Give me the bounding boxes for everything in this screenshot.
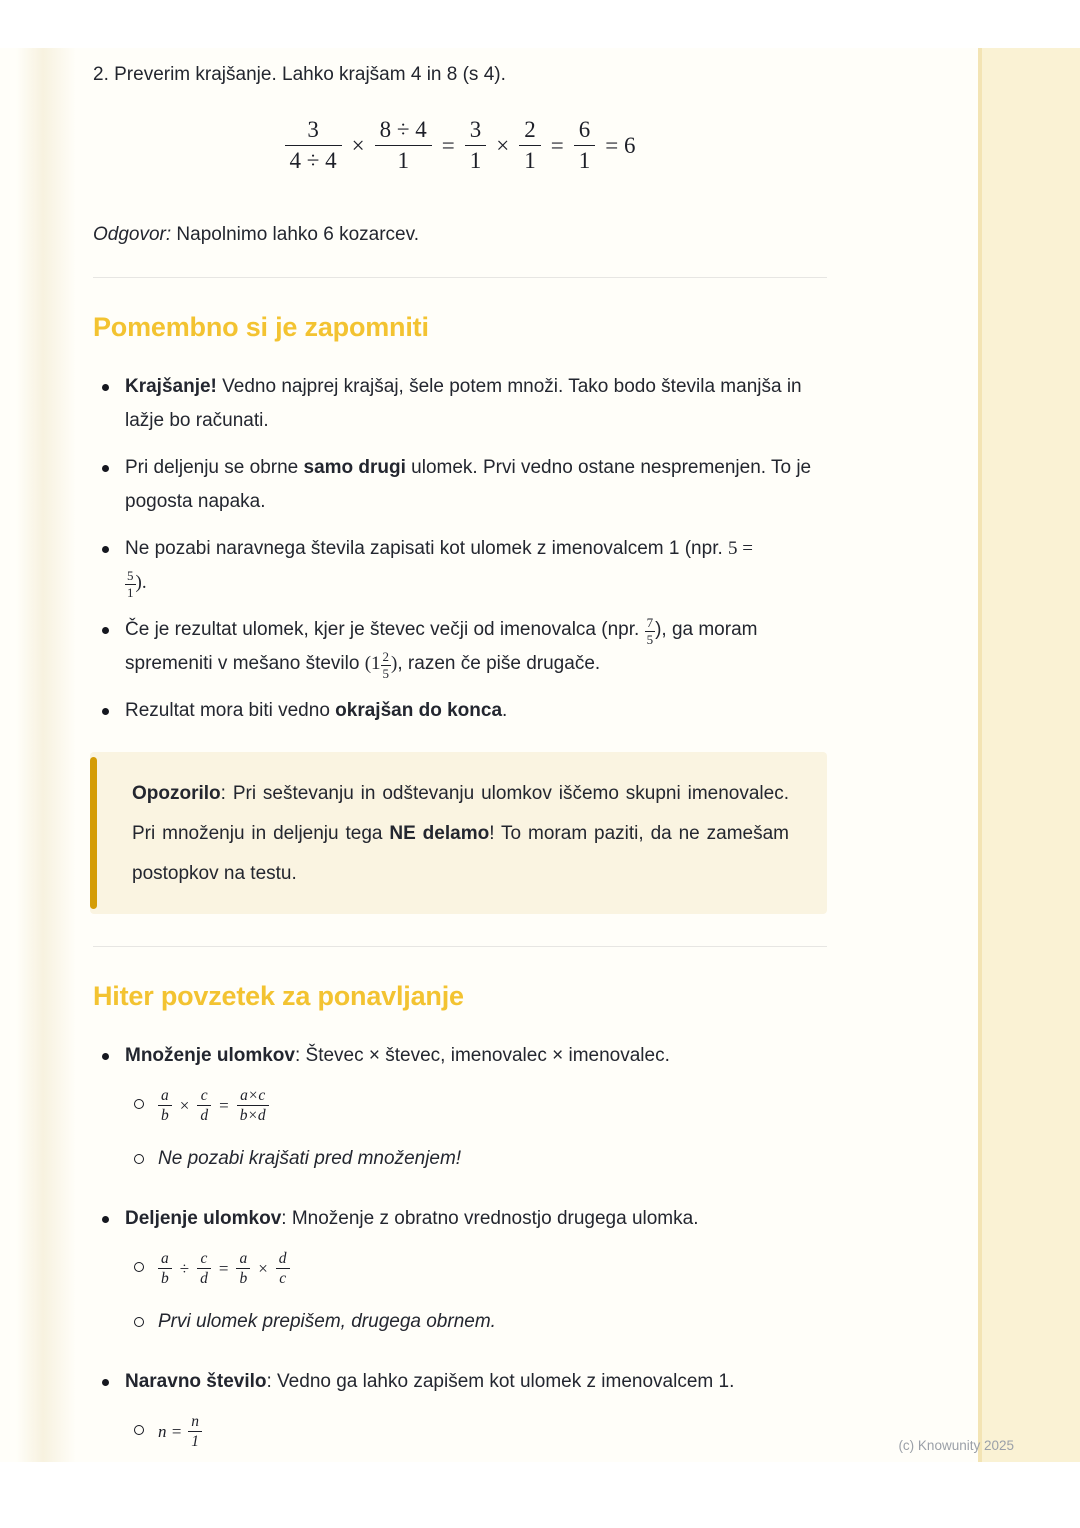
- fraction: $\frac{a}{b}$: [158, 1087, 172, 1124]
- fraction: $\frac{3}{1}$: [465, 117, 487, 174]
- list-item: Če je rezultat ulomek, kjer je števec večji od imenovalca (npr. $\frac{7}{5}$ ), ga moram spremeniti v mešano število (1 $\frac{2}{5}$ ), razen če piše drugače.: [93, 613, 827, 681]
- hollow-bullet-icon: [134, 1317, 144, 1327]
- bullet-dot-icon: [102, 546, 109, 553]
- right-yellow-stripe: [978, 48, 1080, 1462]
- divide-sign: ÷: [179, 1258, 190, 1278]
- hollow-bullet-icon: [134, 1154, 144, 1164]
- important-bullet-list: [93, 370, 827, 728]
- bullet-dot-icon: [102, 627, 109, 634]
- warning-text: Opozorilo: Pri seštevanju in odštevanju ulomkov iščemo skupni imenovalec. Pri množenju in deljenju tega NE delamo! To moram paziti, da ne zamešam postopkov na testu.: [132, 783, 790, 884]
- fraction: $\frac{d}{c}$: [276, 1250, 290, 1287]
- fraction: $\frac{n}{1}$: [188, 1413, 202, 1450]
- fraction: $\frac{2}{5}$: [382, 649, 390, 681]
- times-sign: ×: [179, 1095, 190, 1115]
- list-item: Naravno število: Vedno ga lahko zapišem kot ulomek z imenovalcem 1.: [93, 1365, 827, 1399]
- natural-number-formula: n = $\frac{n}{1}$: [158, 1413, 827, 1450]
- fraction: $\frac{8 \div 4}{1}$: [375, 117, 432, 174]
- document-content: [93, 48, 827, 1468]
- fraction: $\frac{6}{1}$: [574, 117, 596, 174]
- list-item: Krajšanje! Vedno najprej krajšaj, šele potem množi. Tako bodo števila manjša in lažje bo računati.: [93, 370, 827, 438]
- times-sign: ×: [496, 132, 510, 158]
- bullet-dot-icon: [102, 384, 109, 391]
- callout-accent-bar: [90, 757, 97, 909]
- equals-sign: =: [441, 132, 455, 158]
- equals-sign: =: [218, 1258, 229, 1278]
- list-item: Množenje ulomkov: Števec × števec, imenovalec × imenovalec.: [93, 1039, 827, 1073]
- step-2-text: 2. Preverim krajšanje. Lahko krajšam 4 in 8 (s 4).: [93, 64, 506, 85]
- bullet-dot-icon: [102, 1379, 109, 1386]
- fraction: $\frac{2}{1}$: [519, 117, 541, 174]
- bullet-dot-icon: [102, 1216, 109, 1223]
- hollow-bullet-icon: [134, 1425, 144, 1435]
- section-title-important: Pomembno si je zapomniti: [93, 312, 429, 342]
- hollow-bullet-icon: [134, 1262, 144, 1272]
- answer-text: Napolnimo lahko 6 kozarcev.: [171, 224, 419, 245]
- note-text: Prvi ulomek prepišem, drugega obrnem.: [158, 1311, 496, 1333]
- section-divider: [93, 277, 827, 278]
- main-formula: [93, 117, 827, 174]
- section-divider: [93, 946, 827, 947]
- times-sign: ×: [351, 132, 365, 158]
- division-formula: [158, 1250, 827, 1287]
- section-title-summary: Hiter povzetek za ponavljanje: [93, 981, 464, 1011]
- answer-label: Odgovor:: [93, 224, 172, 245]
- times-sign: ×: [258, 1258, 268, 1278]
- result-value: = 6: [605, 132, 636, 158]
- fraction: $\frac{a\times c}{b\times d}$: [237, 1087, 269, 1124]
- answer-line: [93, 218, 827, 251]
- bullet-dot-icon: [102, 1053, 109, 1060]
- sub-list-item: [93, 1413, 827, 1450]
- sub-list-item: [93, 1305, 827, 1339]
- equals-sign: =: [550, 132, 564, 158]
- list-item: Pri deljenju se obrne samo drugi ulomek. Prvi vedno ostane nespremenjen. To je pogosta napaka.: [93, 451, 827, 519]
- note-text: Ne pozabi krajšati pred množenjem!: [158, 1148, 462, 1170]
- fraction: $\frac{5}{1}$: [127, 568, 134, 600]
- copyright-footer: (c) Knowunity 2025: [898, 1438, 1014, 1453]
- summary-list: [93, 1039, 827, 1450]
- list-item: Rezultat mora biti vedno okrajšan do konca.: [93, 694, 827, 728]
- sub-list-item: [93, 1142, 827, 1176]
- list-item: Ne pozabi naravnega števila zapisati kot ulomek z imenovalcem 1 (npr. 5 = $\frac{5}{1}$ ).: [93, 532, 827, 600]
- sub-list-item: [93, 1250, 827, 1287]
- hollow-bullet-icon: [134, 1099, 144, 1109]
- fraction: $\frac{a}{b}$: [236, 1250, 250, 1287]
- bullet-dot-icon: [102, 708, 109, 715]
- sub-list-item: [93, 1087, 827, 1124]
- bullet-dot-icon: [102, 465, 109, 472]
- fraction: $\frac{3}{4 \div 4}$: [285, 117, 342, 174]
- fraction: $\frac{c}{d}$: [197, 1250, 211, 1287]
- fraction: $\frac{c}{d}$: [197, 1087, 211, 1124]
- warning-callout: [90, 752, 827, 914]
- fraction: $\frac{a}{b}$: [158, 1250, 172, 1287]
- multiplication-formula: [158, 1087, 827, 1124]
- fraction: $\frac{7}{5}$: [646, 615, 654, 647]
- left-page-shading: [16, 48, 76, 1462]
- equals-sign: =: [219, 1095, 229, 1115]
- list-item: Deljenje ulomkov: Množenje z obratno vrednostjo drugega ulomka.: [93, 1202, 827, 1236]
